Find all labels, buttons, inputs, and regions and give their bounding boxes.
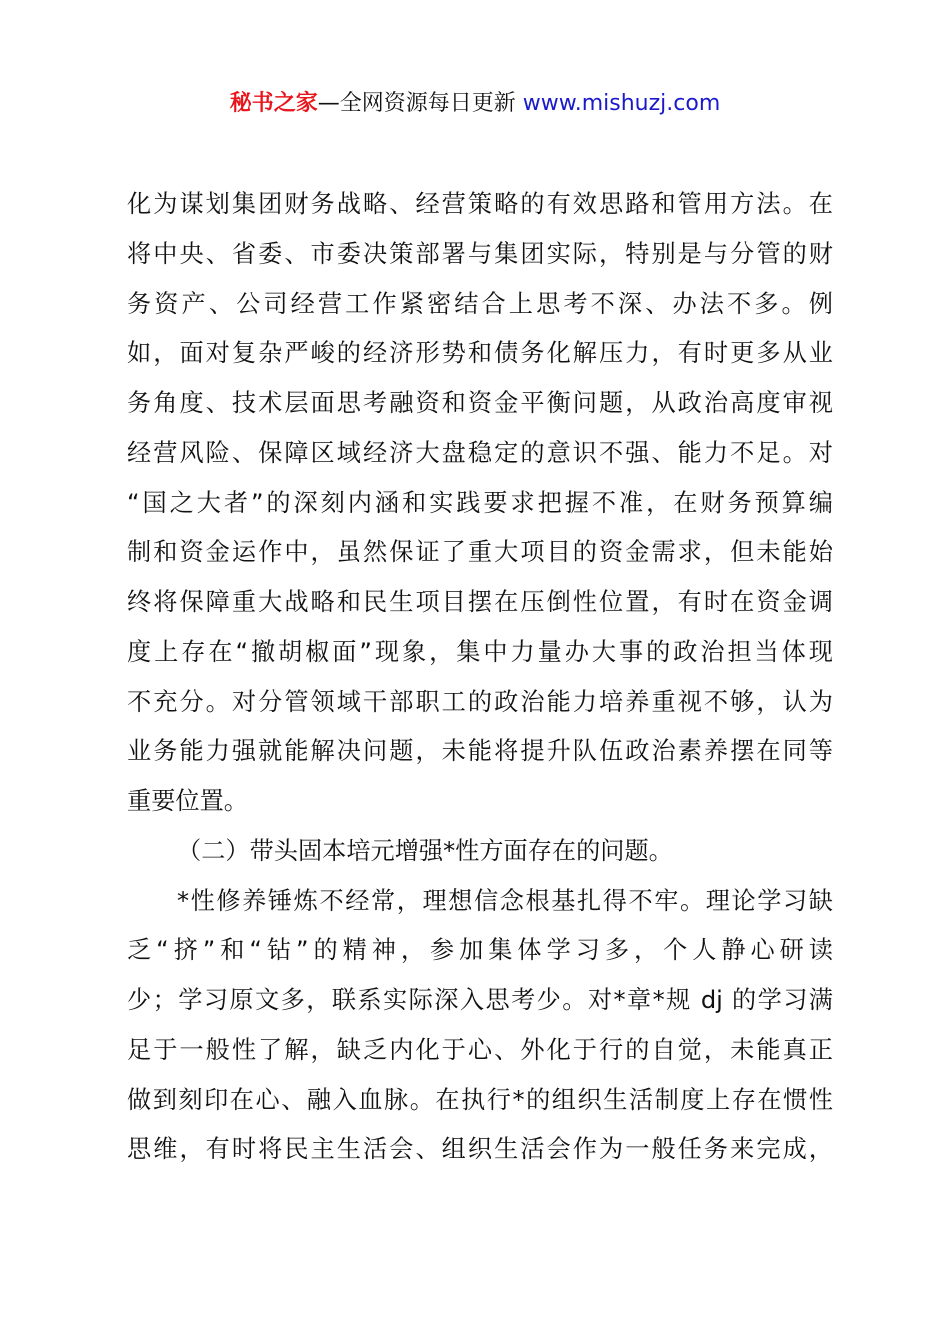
text-line: 终将保障重大战略和民生项目摆在压倒性位置，有时在资金调 — [127, 588, 833, 616]
text-line: 如，面对复杂严峻的经济形势和债务化解压力，有时更多从业 — [127, 339, 833, 368]
text-line: 制和资金运作中，虽然保证了重大项目的资金需求，但未能始 — [127, 538, 833, 567]
document-body — [127, 180, 833, 1175]
text-line: *性修养锤炼不经常，理想信念根基扎得不牢。理论学习缺 — [177, 886, 833, 915]
section-heading: （二）带头固本培元增强*性方面存在的问题。 — [177, 836, 673, 865]
text-line: “国之大者”的深刻内涵和实践要求把握不准，在财务预算编 — [127, 488, 833, 517]
text-line: 业务能力强就能解决问题，未能将提升队伍政治素养摆在同等 — [127, 737, 833, 766]
text-line: 化为谋划集团财务战略、经营策略的有效思路和管用方法。在 — [127, 190, 833, 218]
text-line: 务资产、公司经营工作紧密结合上思考不深、办法不多。例 — [127, 289, 833, 318]
text-line: 重要位置。 — [127, 787, 248, 815]
text-line: 做到刻印在心、融入血脉。在执行*的组织生活制度上存在惯性 — [127, 1085, 833, 1114]
text-line: 将中央、省委、市委决策部署与集团实际，特别是与分管的财 — [127, 239, 833, 268]
brand-name: 秘书之家 — [229, 91, 318, 116]
site-url-link[interactable]: www.mishuzj.com — [522, 91, 721, 116]
text-line: 足于一般性了解，缺乏内化于心、外化于行的自觉，未能真正 — [127, 1035, 833, 1064]
text-line: 度上存在“撤胡椒面”现象，集中力量办大事的政治担当体现 — [127, 637, 833, 666]
header-slogan: —全网资源每日更新 — [317, 91, 523, 116]
text-line: 不充分。对分管领域干部职工的政治能力培养重视不够，认为 — [127, 687, 833, 716]
site-header — [0, 88, 950, 120]
text-line: 乏“挤”和“钻”的精神，参加集体学习多，个人静心研读 — [127, 936, 833, 965]
text-line: 务角度、技术层面思考融资和资金平衡问题，从政治高度审视 — [127, 389, 833, 417]
text-line: 经营风险、保障区域经济大盘稳定的意识不强、能力不足。对 — [127, 438, 833, 467]
text-line: 少；学习原文多，联系实际深入思考少。对*章*规 dj 的学习满 — [127, 986, 833, 1014]
text-line: 思维，有时将民主生活会、组织生活会作为一般任务来完成， — [127, 1135, 833, 1164]
